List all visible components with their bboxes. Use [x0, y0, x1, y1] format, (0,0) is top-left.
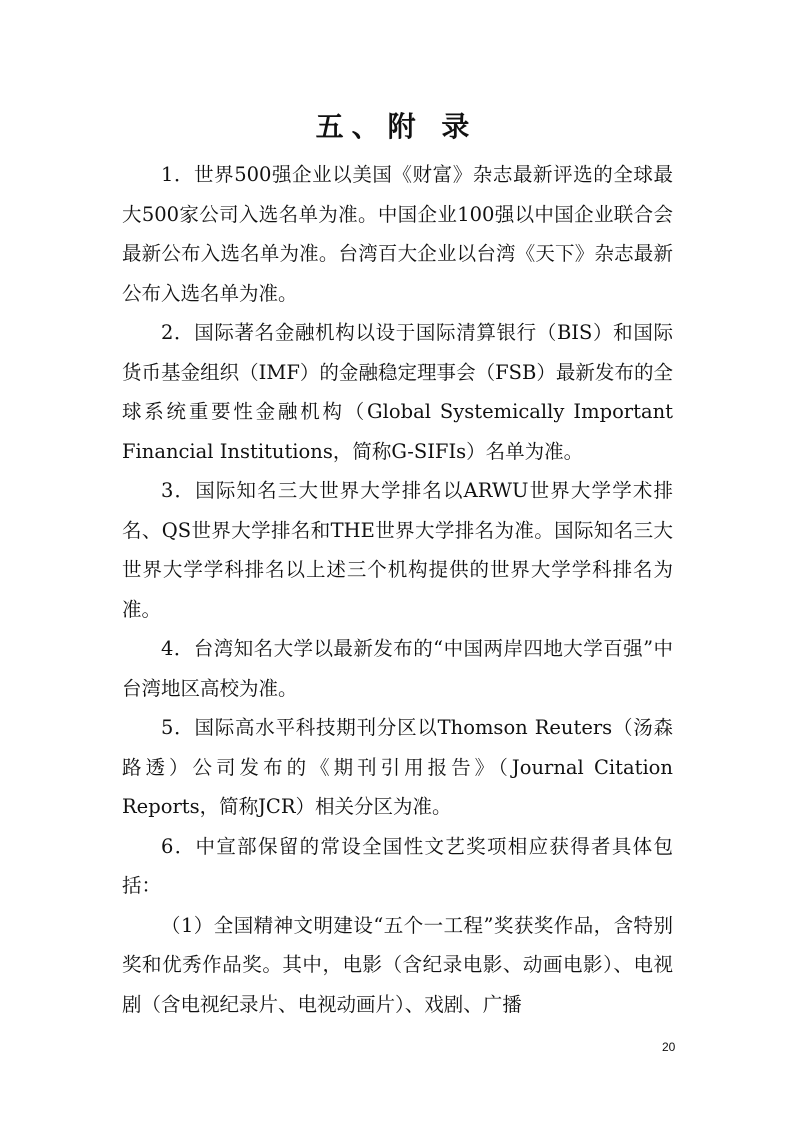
paragraph-3: 3．国际知名三大世界大学排名以ARWU世界大学学术排名、QS世界大学排名和THE世界大学排名为准。国际知名三大世界大学学科排名以上述三个机构提供的世界大学学科排名为准。 — [122, 479, 673, 621]
body-text — [122, 155, 673, 1024]
paragraph-7: （1）全国精神文明建设“五个一工程”奖获奖作品，含特别奖和优秀作品奖。其中，电影（含纪录电影、动画电影）、电视剧（含电视纪录片、电视动画片）、戏剧、广播 — [122, 913, 673, 1016]
paragraph-1: 1．世界500强企业以美国《财富》杂志最新评选的全球最大500家公司入选名单为准。中国企业100强以中国企业联合会最新公布入选名单为准。台湾百大企业以台湾《天下》杂志最新公布入选名单为准。 — [122, 163, 673, 305]
paragraph-6: 6．中宣部保留的常设全国性文艺奖项相应获得者具体包括： — [122, 834, 673, 897]
paragraph-5: 5．国际高水平科技期刊分区以Thomson Reuters（汤森路透）公司发布的《期刊引用报告》（Journal Citation Reports，简称JCR）相关分区为准。 — [122, 716, 673, 818]
page-number: 20 — [662, 1040, 676, 1054]
paragraph-2: 2．国际著名金融机构以设于国际清算银行（BIS）和国际货币基金组织（IMF）的金融稳定理事会（FSB）最新发布的全球系统重要性金融机构（Global Systemically Important Financial Institutions，简称G-SIFIs）名单为准。 — [122, 321, 673, 463]
paragraph-4: 4．台湾知名大学以最新发布的“中国两岸四地大学百强”中台湾地区高校为准。 — [122, 637, 673, 700]
page-title: 五、附 录 — [315, 109, 478, 143]
